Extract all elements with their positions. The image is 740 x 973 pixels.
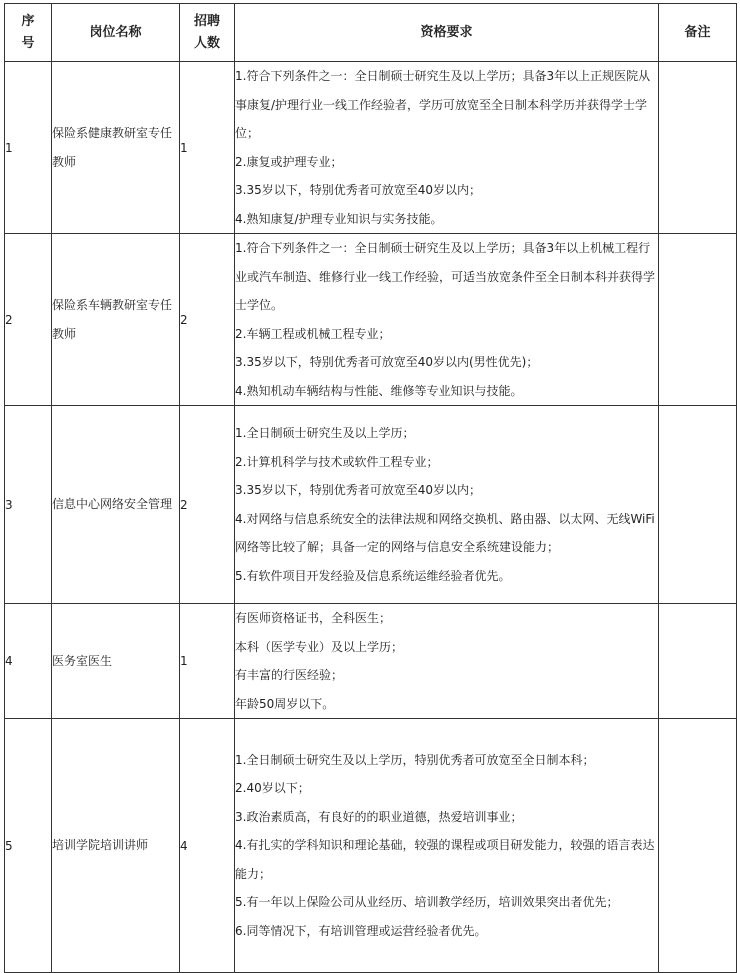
row-seq: 2	[5, 234, 52, 406]
requirement-item: 4.熟知机动车辆结构与性能、维修等专业知识与技能。	[235, 383, 523, 398]
table-row	[5, 604, 737, 719]
requirement-item: 3.35岁以下，特别优秀者可放宽至40岁以内；	[235, 483, 481, 497]
header-row	[5, 4, 737, 62]
row-position-name: 培训学院培训讲师	[52, 719, 180, 973]
row-position-name: 医务室医生	[52, 604, 180, 719]
header-seq	[5, 4, 52, 62]
row-note	[659, 604, 737, 719]
row-requirements	[235, 62, 659, 234]
row-requirements	[235, 719, 659, 973]
requirement-item: 有丰富的行医经验；	[235, 668, 344, 682]
requirement-item: 2.康复或护理专业；	[235, 154, 343, 169]
header-seq-line: 序	[21, 13, 35, 29]
row-seq: 3	[5, 406, 52, 604]
row-note	[659, 234, 737, 406]
row-position-name: 保险系健康教研室专任教师	[52, 62, 180, 234]
header-note: 备注	[659, 4, 737, 62]
requirement-item: 6.同等情况下，有培训管理或运营经验者优先。	[235, 923, 487, 938]
table-row	[5, 406, 737, 604]
header-count-line: 人数	[193, 35, 220, 51]
row-note	[659, 719, 737, 973]
requirement-item: 3.35岁以下，特别优秀者可放宽至40岁以内；	[235, 183, 481, 197]
row-requirements	[235, 406, 659, 604]
row-requirements	[235, 234, 659, 406]
row-seq: 5	[5, 719, 52, 973]
row-note	[659, 62, 737, 234]
row-headcount: 1	[180, 62, 235, 234]
row-headcount: 2	[180, 406, 235, 604]
requirement-item: 年龄50周岁以下。	[235, 696, 335, 711]
header-seq-line: 号	[21, 35, 35, 51]
job-requirements-table	[4, 3, 737, 973]
requirement-item: 4.有扎实的学科知识和理论基础，较强的课程或项目研发能力，较强的语言表达能力；	[235, 838, 655, 881]
requirement-item: 有医师资格证书，全科医生；	[235, 611, 392, 625]
row-note	[659, 406, 737, 604]
header-count	[180, 4, 235, 62]
requirement-item: 1.符合下列条件之一：全日制硕士研究生及以上学历；具备3年以上机械工程行业或汽车制造、维修行业一线工作经验，可适当放宽条件至全日制本科并获得学士学位。	[235, 241, 656, 312]
row-position-name: 信息中心网络安全管理	[52, 406, 180, 604]
requirement-item: 2.40岁以下；	[235, 781, 310, 796]
header-count-line: 招聘	[193, 13, 220, 29]
requirement-item: 1.全日制硕士研究生及以上学历；	[235, 426, 415, 440]
requirement-item: 5.有软件项目开发经验及信息系统运维经验者优先。	[235, 568, 511, 583]
table-row	[5, 234, 737, 406]
header-name: 岗位名称	[52, 4, 180, 62]
requirement-item: 2.计算机科学与技术或软件工程专业；	[235, 454, 439, 469]
row-seq: 1	[5, 62, 52, 234]
row-requirements	[235, 604, 659, 719]
requirement-item: 5.有一年以上保险公司从业经历、培训教学经历，培训效果突出者优先；	[235, 895, 619, 910]
requirement-item: 4.对网络与信息系统安全的法律法规和网络交换机、路由器、以太网、无线WiFi网络等比较了解；具备一定的网络与信息安全系统建设能力；	[235, 511, 655, 554]
requirement-item: 2.车辆工程或机械工程专业；	[235, 326, 391, 341]
requirement-item: 3.政治素质高，有良好的的职业道德，热爱培训事业；	[235, 809, 523, 824]
row-headcount: 1	[180, 604, 235, 719]
row-position-name: 保险系车辆教研室专任教师	[52, 234, 180, 406]
row-headcount: 4	[180, 719, 235, 973]
requirement-item: 1.全日制硕士研究生及以上学历，特别优秀者可放宽至全日制本科；	[235, 752, 595, 767]
requirement-item: 3.35岁以下，特别优秀者可放宽至40岁以内(男性优先)；	[235, 355, 539, 369]
table-row	[5, 719, 737, 973]
header-requirements: 资格要求	[235, 4, 659, 62]
requirement-item: 本科（医学专业）及以上学历；	[235, 639, 404, 654]
row-seq: 4	[5, 604, 52, 719]
requirement-item: 1.符合下列条件之一：全日制硕士研究生及以上学历；具备3年以上正规医院从事康复/护理行业一线工作经验者，学历可放宽至全日制本科学历并获得学士学位；	[235, 69, 651, 140]
row-headcount: 2	[180, 234, 235, 406]
requirement-item: 4.熟知康复/护理专业知识与实务技能。	[235, 211, 443, 226]
table-row	[5, 62, 737, 234]
